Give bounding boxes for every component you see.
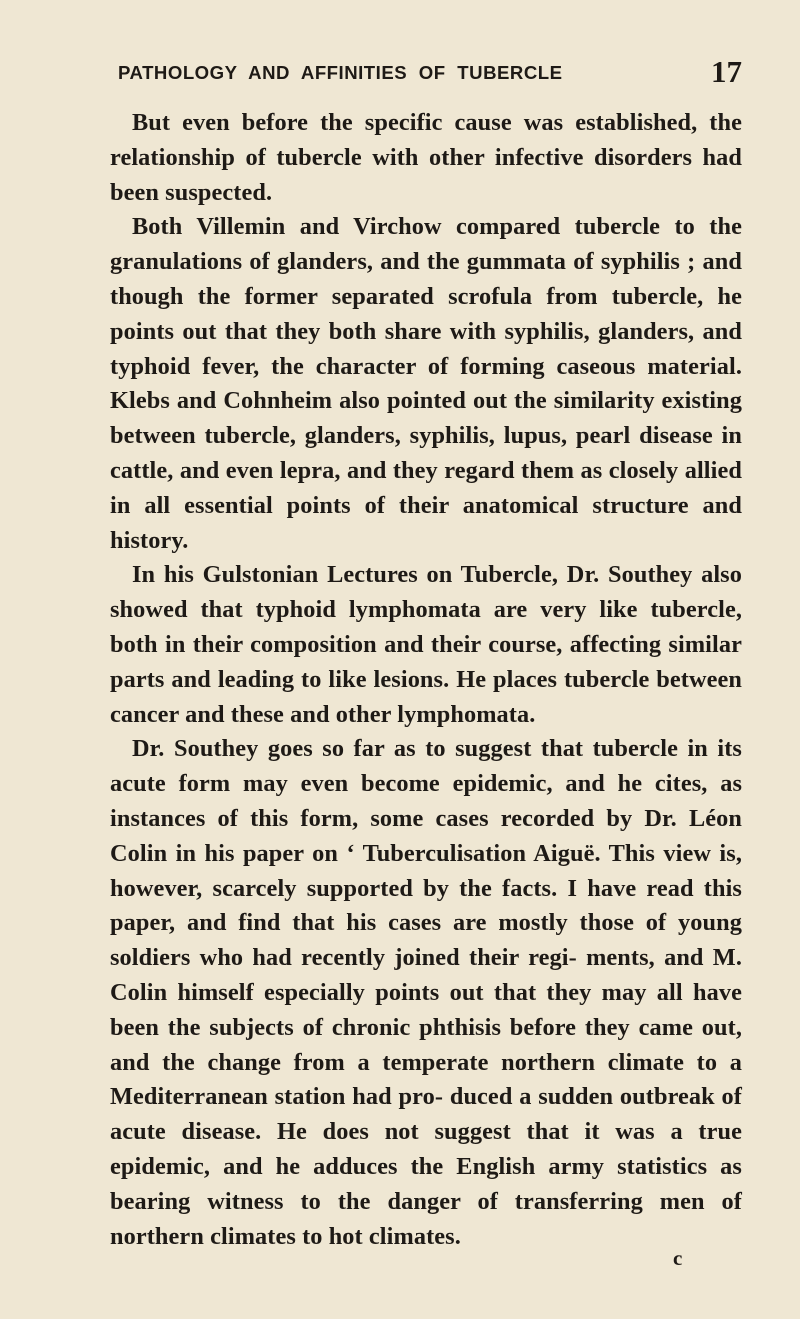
paragraph-southey-epidemic: Dr. Southey goes so far as to suggest that tubercle in its acute form may even become epidemic, and he cites, as instances of this form, some cases recorded by Dr. Léon Colin in his paper on ‘ Tuberculisation Aiguë. This view is, however, scarcely supported by the facts. I have read this paper, and find that his cases are mostly those of young soldiers who had recently joined their regi- ments, and M. Colin himself especially points out that they may all have been the subjects of chronic phthisis before they came out, and the change from a temperate northern climate to a Mediterranean station had pro- duced a sudden outbreak of acute disease. He does not suggest that it was a true epidemic, and he adduces the English army statistics as bearing witness to the danger of transferring men of northern climates to hot climates.	[110, 735, 742, 1250]
paragraph-specific-cause: But even before the specific cause was established, the relationship of tubercle with other infective disorders had been suspected.	[110, 109, 742, 206]
paragraph-gulstonian-lectures: In his Gulstonian Lectures on Tubercle, Dr. Southey also showed that typhoid lymphomata are very like tubercle, both in their composition and their course, affecting similar parts and leading to like lesions. He places tubercle between cancer and these and other lymphomata.	[110, 561, 742, 728]
signature-mark: c	[673, 1246, 683, 1270]
running-head	[118, 56, 742, 92]
running-title: PATHOLOGY AND AFFINITIES OF TUBERCLE	[118, 62, 563, 83]
page-number: 17	[711, 54, 742, 89]
body-text	[110, 106, 742, 1254]
paragraph-villemin-virchow: Both Villemin and Virchow compared tubercle to the granulations of glanders, and the gummata of syphilis ; and though the former separated scrofula from tubercle, he points out that they both share with syphilis, glanders, and typhoid fever, the character of forming caseous material. Klebs and Cohnheim also pointed out the similarity existing between tubercle, glanders, syphilis, lupus, pearl disease in cattle, and even lepra, and they regard them as closely allied in all essential points of their anatomical structure and history.	[110, 213, 742, 554]
